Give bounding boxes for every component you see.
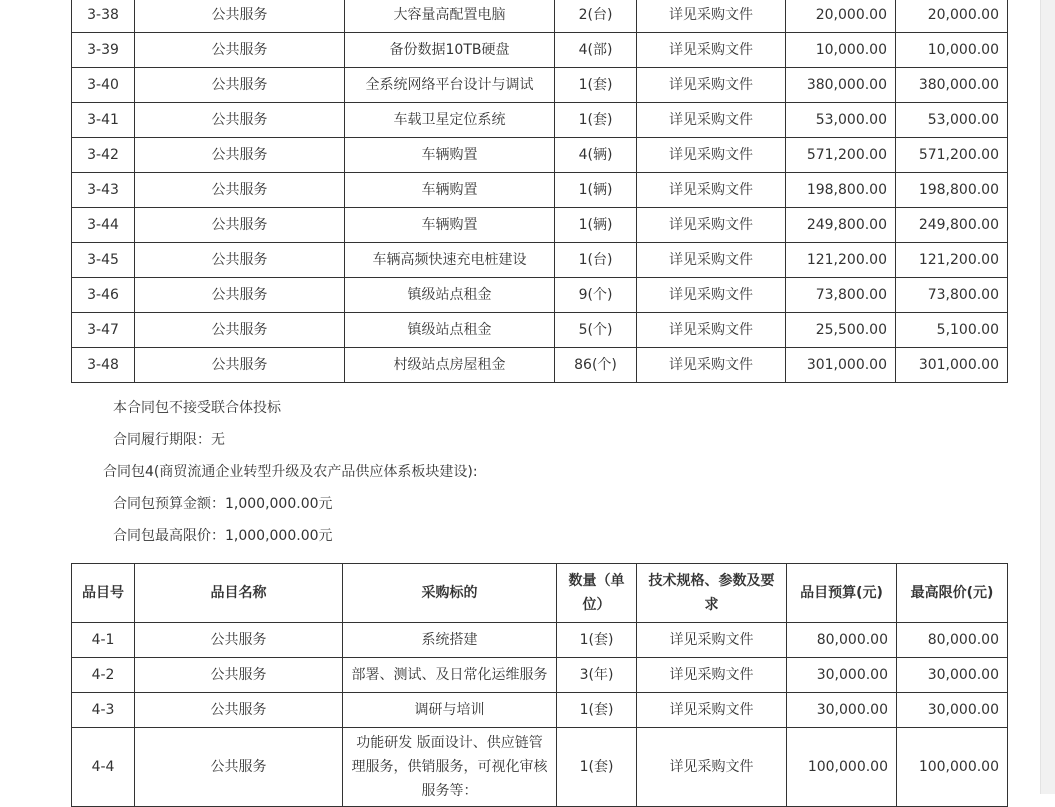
cell-quantity: 5(个) xyxy=(555,313,637,348)
cell-max-price: 53,000.00 xyxy=(896,103,1008,138)
table-row xyxy=(72,103,1008,138)
cell-target: 大容量高配置电脑 xyxy=(345,0,555,33)
cell-item-no: 3-43 xyxy=(72,173,135,208)
table-row xyxy=(72,208,1008,243)
cell-item-no: 4-1 xyxy=(72,623,135,658)
table-row xyxy=(72,693,1008,728)
table-row xyxy=(72,348,1008,383)
cell-target-line1: 功能研发 版面设计、供应链管 xyxy=(356,735,543,751)
cell-max-price: 73,800.00 xyxy=(896,278,1008,313)
cell-target: 车辆高频快速充电桩建设 xyxy=(345,243,555,278)
cell-budget: 198,800.00 xyxy=(786,173,896,208)
package4-items-table xyxy=(71,563,1008,807)
cell-spec: 详见采购文件 xyxy=(637,243,786,278)
table-row xyxy=(72,68,1008,103)
package4-budget: 合同包预算金额：1,000,000.00元 xyxy=(113,496,333,512)
cell-quantity: 3(年) xyxy=(557,658,637,693)
cell-budget: 25,500.00 xyxy=(786,313,896,348)
cell-spec: 详见采购文件 xyxy=(637,0,786,33)
vertical-scrollbar[interactable] xyxy=(1040,0,1055,794)
cell-quantity: 1(辆) xyxy=(555,208,637,243)
cell-item-name: 公共服务 xyxy=(135,243,345,278)
header-spec-line2: 求 xyxy=(704,597,719,613)
table-header-row xyxy=(72,564,1008,623)
cell-item-no: 3-42 xyxy=(72,138,135,173)
cell-item-name: 公共服务 xyxy=(135,33,345,68)
cell-max-price: 121,200.00 xyxy=(896,243,1008,278)
cell-max-price: 380,000.00 xyxy=(896,68,1008,103)
cell-quantity: 1(台) xyxy=(555,243,637,278)
cell-spec: 详见采购文件 xyxy=(637,33,786,68)
cell-item-name: 公共服务 xyxy=(135,313,345,348)
cell-budget: 73,800.00 xyxy=(786,278,896,313)
cell-item-name: 公共服务 xyxy=(135,138,345,173)
cell-max-price: 20,000.00 xyxy=(896,0,1008,33)
joint-bid-note: 本合同包不接受联合体投标 xyxy=(113,400,281,416)
cell-budget: 10,000.00 xyxy=(786,33,896,68)
cell-item-name: 公共服务 xyxy=(135,173,345,208)
cell-target: 全系统网络平台设计与调试 xyxy=(345,68,555,103)
table-row xyxy=(72,33,1008,68)
cell-quantity: 86(个) xyxy=(555,348,637,383)
cell-item-no: 3-45 xyxy=(72,243,135,278)
cell-target: 备份数据10TB硬盘 xyxy=(345,33,555,68)
cell-target-line3: 服务等： xyxy=(421,783,478,799)
cell-item-name: 公共服务 xyxy=(135,68,345,103)
cell-spec: 详见采购文件 xyxy=(637,103,786,138)
cell-item-name: 公共服务 xyxy=(135,278,345,313)
cell-target: 村级站点房屋租金 xyxy=(345,348,555,383)
header-budget: 品目预算(元) xyxy=(787,564,897,623)
cell-spec: 详见采购文件 xyxy=(637,348,786,383)
cell-target: 镇级站点租金 xyxy=(345,313,555,348)
cell-budget: 571,200.00 xyxy=(786,138,896,173)
cell-spec: 详见采购文件 xyxy=(637,68,786,103)
cell-spec: 详见采购文件 xyxy=(637,728,787,807)
cell-item-no: 3-40 xyxy=(72,68,135,103)
package4-max-price: 合同包最高限价：1,000,000.00元 xyxy=(113,528,333,544)
header-max-price: 最高限价(元) xyxy=(897,564,1008,623)
header-quantity-line2: 位） xyxy=(582,597,611,613)
cell-max-price: 249,800.00 xyxy=(896,208,1008,243)
cell-quantity: 1(辆) xyxy=(555,173,637,208)
cell-quantity: 9(个) xyxy=(555,278,637,313)
cell-item-name: 公共服务 xyxy=(135,348,345,383)
cell-item-no: 3-46 xyxy=(72,278,135,313)
cell-quantity: 1(套) xyxy=(557,728,637,807)
header-item-no: 品目号 xyxy=(72,564,135,623)
header-target: 采购标的 xyxy=(343,564,557,623)
table-row xyxy=(72,658,1008,693)
cell-budget: 301,000.00 xyxy=(786,348,896,383)
cell-item-name: 公共服务 xyxy=(135,623,343,658)
cell-target: 镇级站点租金 xyxy=(345,278,555,313)
cell-max-price: 5,100.00 xyxy=(896,313,1008,348)
cell-spec: 详见采购文件 xyxy=(637,278,786,313)
cell-quantity: 1(套) xyxy=(555,68,637,103)
cell-target: 车辆购置 xyxy=(345,173,555,208)
cell-max-price: 80,000.00 xyxy=(897,623,1008,658)
cell-budget: 80,000.00 xyxy=(787,623,897,658)
table-row xyxy=(72,173,1008,208)
cell-spec: 详见采购文件 xyxy=(637,313,786,348)
cell-target: 系统搭建 xyxy=(343,623,557,658)
cell-target xyxy=(343,728,557,807)
cell-item-no: 3-39 xyxy=(72,33,135,68)
cell-max-price: 10,000.00 xyxy=(896,33,1008,68)
table-row xyxy=(72,728,1008,807)
cell-budget: 20,000.00 xyxy=(786,0,896,33)
cell-max-price: 301,000.00 xyxy=(896,348,1008,383)
cell-item-name: 公共服务 xyxy=(135,208,345,243)
cell-quantity: 4(辆) xyxy=(555,138,637,173)
cell-quantity: 1(套) xyxy=(555,103,637,138)
table-row xyxy=(72,623,1008,658)
cell-item-name: 公共服务 xyxy=(135,693,343,728)
cell-item-no: 3-38 xyxy=(72,0,135,33)
table-row xyxy=(72,0,1008,33)
header-item-name: 品目名称 xyxy=(135,564,343,623)
cell-budget: 121,200.00 xyxy=(786,243,896,278)
cell-max-price: 100,000.00 xyxy=(897,728,1008,807)
cell-budget: 100,000.00 xyxy=(787,728,897,807)
cell-budget: 30,000.00 xyxy=(787,693,897,728)
table-row xyxy=(72,138,1008,173)
cell-spec: 详见采购文件 xyxy=(637,693,787,728)
header-quantity xyxy=(557,564,637,623)
cell-target: 部署、测试、及日常化运维服务 xyxy=(343,658,557,693)
cell-quantity: 1(套) xyxy=(557,623,637,658)
cell-item-no: 4-3 xyxy=(72,693,135,728)
cell-budget: 30,000.00 xyxy=(787,658,897,693)
contract-period: 合同履行期限：无 xyxy=(113,432,225,448)
cell-item-name: 公共服务 xyxy=(135,728,343,807)
cell-item-name: 公共服务 xyxy=(135,0,345,33)
header-spec xyxy=(637,564,787,623)
cell-item-no: 3-41 xyxy=(72,103,135,138)
cell-budget: 380,000.00 xyxy=(786,68,896,103)
cell-spec: 详见采购文件 xyxy=(637,623,787,658)
table-row xyxy=(72,313,1008,348)
cell-item-name: 公共服务 xyxy=(135,658,343,693)
cell-item-no: 4-2 xyxy=(72,658,135,693)
table-row xyxy=(72,243,1008,278)
package3-items-table xyxy=(71,0,1008,383)
cell-item-no: 3-44 xyxy=(72,208,135,243)
cell-quantity: 1(套) xyxy=(557,693,637,728)
cell-target-line2: 理服务，供销服务，可视化审核 xyxy=(351,759,548,775)
table-row xyxy=(72,278,1008,313)
cell-max-price: 198,800.00 xyxy=(896,173,1008,208)
cell-item-name: 公共服务 xyxy=(135,103,345,138)
cell-target: 车载卫星定位系统 xyxy=(345,103,555,138)
cell-budget: 53,000.00 xyxy=(786,103,896,138)
cell-spec: 详见采购文件 xyxy=(637,138,786,173)
cell-max-price: 571,200.00 xyxy=(896,138,1008,173)
cell-spec: 详见采购文件 xyxy=(637,173,786,208)
cell-item-no: 4-4 xyxy=(72,728,135,807)
cell-quantity: 4(部) xyxy=(555,33,637,68)
cell-target: 车辆购置 xyxy=(345,208,555,243)
header-quantity-line1: 数量（单 xyxy=(568,573,625,589)
cell-quantity: 2(台) xyxy=(555,0,637,33)
cell-spec: 详见采购文件 xyxy=(637,658,787,693)
cell-item-no: 3-48 xyxy=(72,348,135,383)
cell-item-no: 3-47 xyxy=(72,313,135,348)
cell-max-price: 30,000.00 xyxy=(897,693,1008,728)
cell-max-price: 30,000.00 xyxy=(897,658,1008,693)
cell-budget: 249,800.00 xyxy=(786,208,896,243)
cell-target: 车辆购置 xyxy=(345,138,555,173)
cell-spec: 详见采购文件 xyxy=(637,208,786,243)
header-spec-line1: 技术规格、参数及要 xyxy=(648,573,775,589)
package4-title: 合同包4(商贸流通企业转型升级及农产品供应体系板块建设): xyxy=(103,464,478,480)
cell-target: 调研与培训 xyxy=(343,693,557,728)
